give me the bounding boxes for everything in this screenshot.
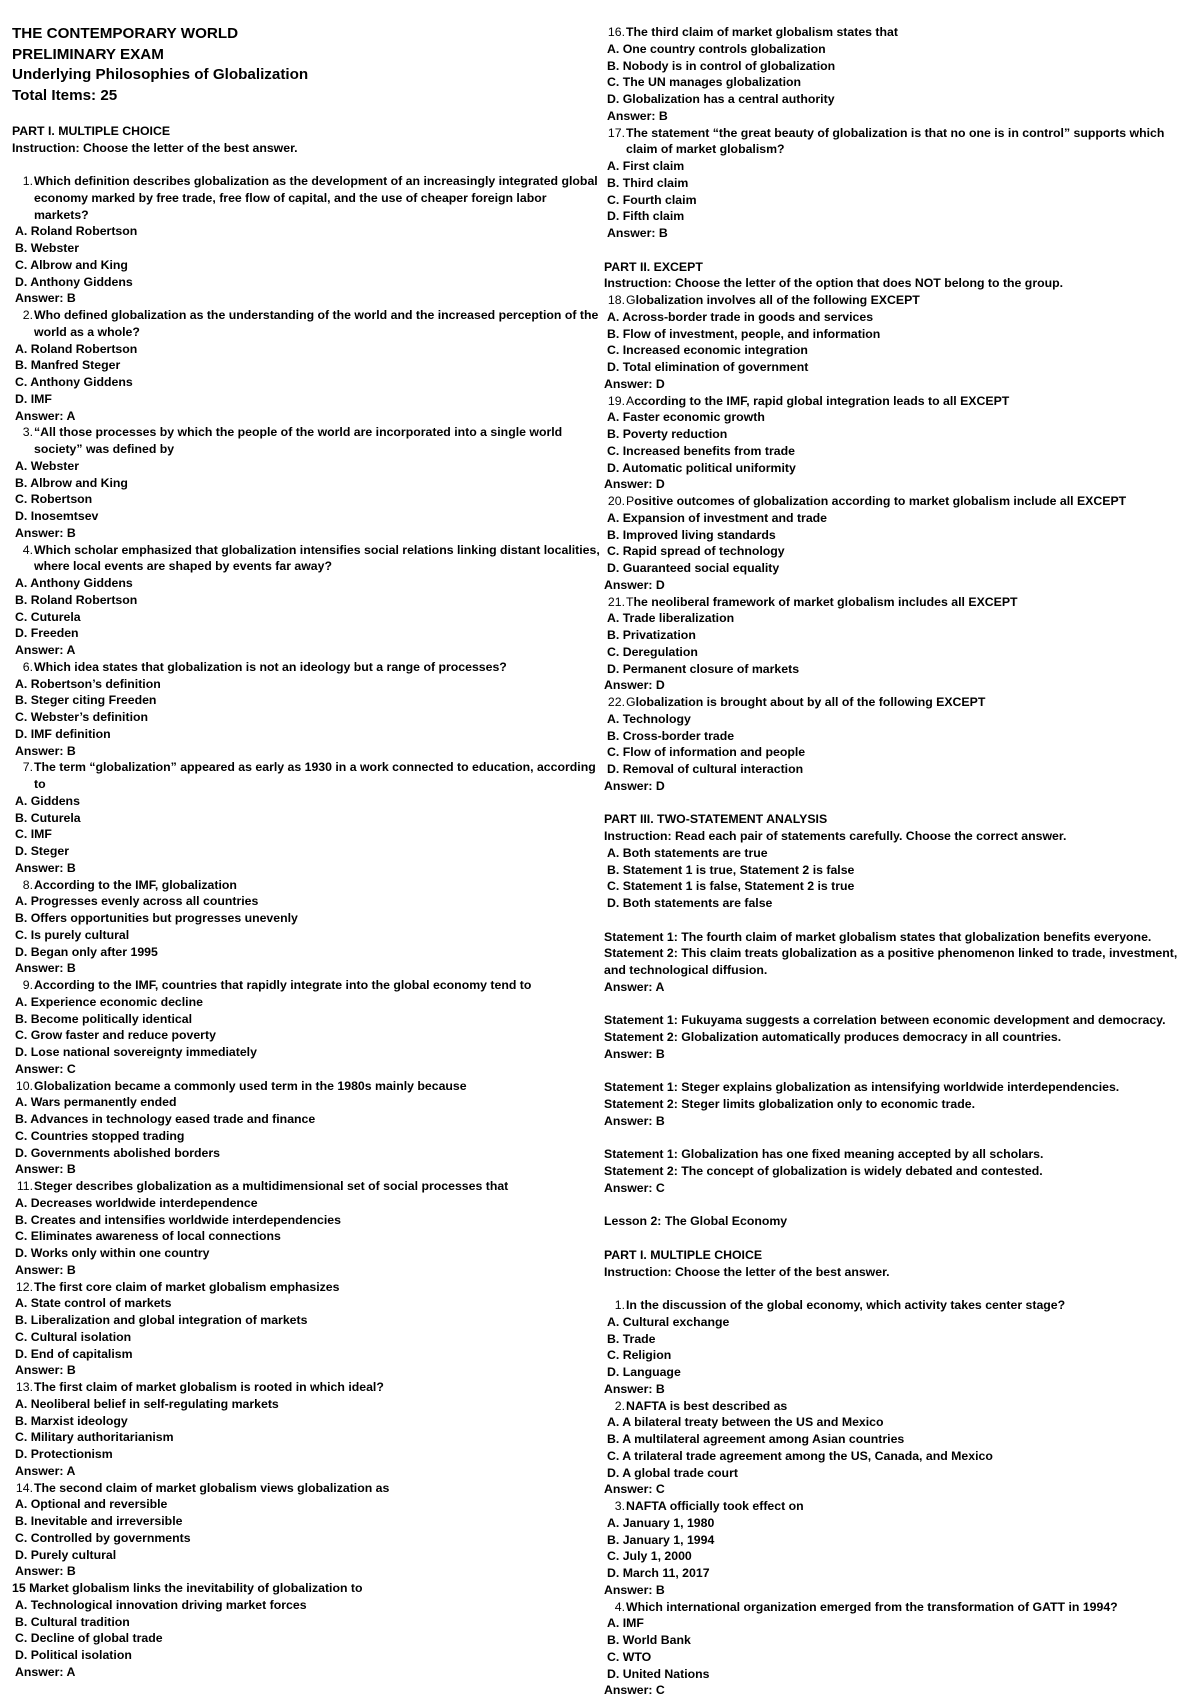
statement-1: Statement 1: Fukuyama suggests a correlation between economic development and democracy.	[604, 1012, 1196, 1029]
answer: Answer: A	[12, 1463, 602, 1480]
statement-1: Statement 1: The fourth claim of market globalism states that globalization benefits everyone.	[604, 929, 1196, 946]
option: C. Controlled by governments	[12, 1530, 602, 1547]
question-stem	[604, 1599, 1196, 1616]
option: D. March 11, 2017	[604, 1565, 1196, 1582]
part1-title: PART I. MULTIPLE CHOICE	[12, 123, 602, 140]
option: D. Guaranteed social equality	[604, 560, 1196, 577]
option: A. First claim	[604, 158, 1196, 175]
option: C. Robertson	[12, 491, 602, 508]
option: C. Cultural isolation	[12, 1329, 602, 1346]
answer: Answer: A	[12, 408, 602, 425]
option: A. Experience economic decline	[12, 994, 602, 1011]
statement-2: Statement 2: Steger limits globalization only to economic trade.	[604, 1096, 1196, 1113]
answer: Answer: B	[604, 1046, 1196, 1063]
option: B. Roland Robertson	[12, 592, 602, 609]
option: C. Is purely cultural	[12, 927, 602, 944]
question-number: 14.	[12, 1480, 34, 1497]
lesson2-question-list	[604, 1297, 1196, 1699]
question-lead-letter: G	[626, 695, 636, 709]
answer: Answer: B	[604, 108, 1196, 125]
question-lead-letter: T	[626, 595, 634, 609]
option: C. Increased benefits from trade	[604, 443, 1196, 460]
option: D. Language	[604, 1364, 1196, 1381]
spacer	[604, 912, 1196, 929]
answer: Answer: B	[604, 1113, 1196, 1130]
option: D. Globalization has a central authority	[604, 91, 1196, 108]
option: C. Flow of information and people	[604, 744, 1196, 761]
answer: Answer: C	[604, 1180, 1196, 1197]
topic-title: Underlying Philosophies of Globalization	[12, 65, 602, 86]
question-text	[626, 594, 1196, 611]
option: C. Deregulation	[604, 644, 1196, 661]
question-number: 7.	[12, 759, 34, 776]
option: D. Protectionism	[12, 1446, 602, 1463]
option: D. Removal of cultural interaction	[604, 761, 1196, 778]
question-number: 12.	[12, 1279, 34, 1296]
answer: Answer: D	[604, 677, 1196, 694]
question-number: 10.	[12, 1078, 34, 1095]
answer: Answer: B	[604, 1582, 1196, 1599]
question-stem	[12, 173, 602, 223]
option: B. Become politically identical	[12, 1011, 602, 1028]
option: C. Increased economic integration	[604, 342, 1196, 359]
question	[12, 659, 602, 760]
question-number: 3.	[604, 1498, 626, 1515]
option: D. Political isolation	[12, 1647, 602, 1664]
option: A. Neoliberal belief in self-regulating markets	[12, 1396, 602, 1413]
part3-statement-list	[604, 912, 1196, 1197]
option: A. Anthony Giddens	[12, 575, 602, 592]
question-stem	[12, 877, 602, 894]
option: C. Grow faster and reduce poverty	[12, 1027, 602, 1044]
lesson2-part-title: PART I. MULTIPLE CHOICE	[604, 1247, 1196, 1264]
option: C. Albrow and King	[12, 257, 602, 274]
question-number: 21.	[604, 594, 626, 611]
question-number: 2.	[604, 1398, 626, 1415]
option: A. Across-border trade in goods and services	[604, 309, 1196, 326]
question-stem	[12, 1480, 602, 1497]
question-lead-letter: G	[626, 293, 636, 307]
option: C. Eliminates awareness of local connections	[12, 1228, 602, 1245]
option: C. Religion	[604, 1347, 1196, 1364]
lesson2-title: Lesson 2: The Global Economy	[604, 1213, 1196, 1230]
question-stem	[12, 1178, 602, 1195]
question	[12, 173, 602, 307]
total-items: Total Items: 25	[12, 86, 602, 107]
answer: Answer: D	[604, 476, 1196, 493]
option: C. Fourth claim	[604, 192, 1196, 209]
answer: Answer: A	[12, 1664, 602, 1681]
question-number: 8.	[12, 877, 34, 894]
answer: Answer: B	[12, 1262, 602, 1279]
question-text: Who defined globalization as the understanding of the world and the increased perception of the world as a whole?	[34, 307, 602, 341]
question-text	[626, 493, 1196, 510]
answer: Answer: B	[12, 860, 602, 877]
question-stem	[604, 1498, 1196, 1515]
spacer	[604, 996, 1196, 1013]
option: B. Privatization	[604, 627, 1196, 644]
question-number: 13.	[12, 1379, 34, 1396]
part3-title: PART III. TWO-STATEMENT ANALYSIS	[604, 811, 1196, 828]
question-text: According to the IMF, countries that rapidly integrate into the global economy tend to	[34, 977, 602, 994]
question	[12, 1480, 602, 1581]
right-column	[604, 24, 1196, 1699]
option: A. Roland Robertson	[12, 341, 602, 358]
option: B. Offers opportunities but progresses unevenly	[12, 910, 602, 927]
option: C. Webster’s definition	[12, 709, 602, 726]
lesson2-instruction: Instruction: Choose the letter of the best answer.	[604, 1264, 1196, 1281]
option: D. End of capitalism	[12, 1346, 602, 1363]
option: D. Works only within one country	[12, 1245, 602, 1262]
question-stem	[604, 24, 1196, 41]
answer: Answer: B	[604, 225, 1196, 242]
question-stem	[12, 307, 602, 341]
question	[604, 125, 1196, 242]
option: A. Technology	[604, 711, 1196, 728]
option: B. Cross-border trade	[604, 728, 1196, 745]
question-number: 4.	[604, 1599, 626, 1616]
question-stem	[12, 1279, 602, 1296]
answer: Answer: B	[604, 1381, 1196, 1398]
question-text: Which international organization emerged from the transformation of GATT in 1994?	[626, 1599, 1196, 1616]
question-number: 17.	[604, 125, 626, 142]
question-text: The second claim of market globalism views globalization as	[34, 1480, 602, 1497]
option: D. Inosemtsev	[12, 508, 602, 525]
statement-2-continued: and technological diffusion.	[604, 962, 1196, 979]
course-title: THE CONTEMPORARY WORLD	[12, 24, 602, 45]
option: A. Webster	[12, 458, 602, 475]
option: D. Steger	[12, 843, 602, 860]
question-15	[12, 1580, 602, 1681]
answer: Answer: B	[12, 1362, 602, 1379]
option: B. Improved living standards	[604, 527, 1196, 544]
question-stem	[604, 594, 1196, 611]
option: A. Progresses evenly across all countries	[12, 893, 602, 910]
question-stem	[12, 1379, 602, 1396]
question-text-rest: ositive outcomes of globalization according to market globalism include all EXCEPT	[634, 494, 1126, 508]
answer: Answer: A	[604, 979, 1196, 996]
question-text-rest: lobalization is brought about by all of the following EXCEPT	[636, 695, 986, 709]
option: D. Freeden	[12, 625, 602, 642]
option: B. Advances in technology eased trade and finance	[12, 1111, 602, 1128]
option: B. Third claim	[604, 175, 1196, 192]
question-stem	[12, 424, 602, 458]
answer: Answer: B	[12, 743, 602, 760]
answer: Answer: C	[604, 1682, 1196, 1699]
choice: D. Both statements are false	[604, 895, 1196, 912]
option: C. Countries stopped trading	[12, 1128, 602, 1145]
question-text	[626, 694, 1196, 711]
question	[604, 694, 1196, 795]
question-text: According to the IMF, globalization	[34, 877, 602, 894]
statement-2: Statement 2: The concept of globalization is widely debated and contested.	[604, 1163, 1196, 1180]
part2-instruction: Instruction: Choose the letter of the option that does NOT belong to the group.	[604, 275, 1196, 292]
spacer	[604, 1063, 1196, 1080]
option: B. Cuturela	[12, 810, 602, 827]
option: C. Decline of global trade	[12, 1630, 602, 1647]
question	[604, 24, 1196, 125]
answer: Answer: B	[12, 525, 602, 542]
option: A. IMF	[604, 1615, 1196, 1632]
option: D. Began only after 1995	[12, 944, 602, 961]
option: C. WTO	[604, 1649, 1196, 1666]
option: A. Expansion of investment and trade	[604, 510, 1196, 527]
option: D. Fifth claim	[604, 208, 1196, 225]
question-text-rest: he neoliberal framework of market globalism includes all EXCEPT	[634, 595, 1018, 609]
option: D. Purely cultural	[12, 1547, 602, 1564]
question-text: Globalization became a commonly used term in the 1980s mainly because	[34, 1078, 602, 1095]
option: A. A bilateral treaty between the US and Mexico	[604, 1414, 1196, 1431]
question-text: Which idea states that globalization is not an ideology but a range of processes?	[34, 659, 602, 676]
question-number: 9.	[12, 977, 34, 994]
option: D. IMF	[12, 391, 602, 408]
question-number: 16.	[604, 24, 626, 41]
option: C. Military authoritarianism	[12, 1429, 602, 1446]
statement-2: Statement 2: This claim treats globalization as a positive phenomenon linked to trade, investment,	[604, 945, 1196, 962]
option: C. July 1, 2000	[604, 1548, 1196, 1565]
question-text: The statement “the great beauty of globalization is that no one is in control” supports which claim of market globalism?	[626, 125, 1196, 159]
question-text: Which scholar emphasized that globalization intensifies social relations linking distant localities, where local events are shaped by events far away?	[34, 542, 602, 576]
question-number: 3.	[12, 424, 34, 441]
option: A. Faster economic growth	[604, 409, 1196, 426]
option: A. Decreases worldwide interdependence	[12, 1195, 602, 1212]
statement-pair	[604, 1012, 1196, 1062]
option: B. Webster	[12, 240, 602, 257]
question-text: The third claim of market globalism states that	[626, 24, 1196, 41]
question	[604, 493, 1196, 594]
option: A. January 1, 1980	[604, 1515, 1196, 1532]
question-stem	[12, 1078, 602, 1095]
question-stem	[604, 292, 1196, 309]
option: B. Trade	[604, 1331, 1196, 1348]
statement-pair	[604, 929, 1196, 996]
option: D. Anthony Giddens	[12, 274, 602, 291]
question-stem	[604, 493, 1196, 510]
question-text: In the discussion of the global economy, which activity takes center stage?	[626, 1297, 1196, 1314]
question	[12, 977, 602, 1078]
option: C. A trilateral trade agreement among the US, Canada, and Mexico	[604, 1448, 1196, 1465]
question	[12, 759, 602, 876]
option: C. Cuturela	[12, 609, 602, 626]
option: B. A multilateral agreement among Asian countries	[604, 1431, 1196, 1448]
option: D. A global trade court	[604, 1465, 1196, 1482]
question-stem	[12, 977, 602, 994]
question	[604, 1498, 1196, 1599]
answer: Answer: D	[604, 577, 1196, 594]
part3-instruction: Instruction: Read each pair of statements carefully. Choose the correct answer.	[604, 828, 1196, 845]
part2-title: PART II. EXCEPT	[604, 259, 1196, 276]
option: A. State control of markets	[12, 1295, 602, 1312]
option: B. Inevitable and irreversible	[12, 1513, 602, 1530]
question	[12, 424, 602, 541]
question	[12, 877, 602, 978]
option: A. Robertson’s definition	[12, 676, 602, 693]
option: A. Giddens	[12, 793, 602, 810]
question	[12, 1078, 602, 1179]
question-text: NAFTA is best described as	[626, 1398, 1196, 1415]
question	[604, 594, 1196, 695]
option: B. Creates and intensifies worldwide interdependencies	[12, 1212, 602, 1229]
question	[12, 1279, 602, 1380]
question-lead-letter: P	[626, 494, 634, 508]
statement-2: Statement 2: Globalization automatically produces democracy in all countries.	[604, 1029, 1196, 1046]
option: C. The UN manages globalization	[604, 74, 1196, 91]
question	[12, 1178, 602, 1279]
option: D. Total elimination of government	[604, 359, 1196, 376]
question-number: 11.	[12, 1178, 34, 1195]
question-number: 6.	[12, 659, 34, 676]
option: A. Optional and reversible	[12, 1496, 602, 1513]
answer: Answer: B	[12, 1161, 602, 1178]
answer: Answer: B	[12, 290, 602, 307]
question-number: 20.	[604, 493, 626, 510]
statement-pair	[604, 1079, 1196, 1129]
option: C. IMF	[12, 826, 602, 843]
answer: Answer: C	[604, 1481, 1196, 1498]
choice: B. Statement 1 is true, Statement 2 is false	[604, 862, 1196, 879]
option: B. Liberalization and global integration of markets	[12, 1312, 602, 1329]
question-text-rest: ccording to the IMF, rapid global integration leads to all EXCEPT	[634, 394, 1009, 408]
question-text: “All those processes by which the people of the world are incorporated into a single world society” was defined by	[34, 424, 602, 458]
left-column	[12, 24, 602, 1681]
choice: C. Statement 1 is false, Statement 2 is true	[604, 878, 1196, 895]
option: A. One country controls globalization	[604, 41, 1196, 58]
option: A. Trade liberalization	[604, 610, 1196, 627]
option: D. Lose national sovereignty immediately	[12, 1044, 602, 1061]
exam-title: PRELIMINARY EXAM	[12, 45, 602, 66]
answer: Answer: C	[12, 1061, 602, 1078]
statement-pair	[604, 1146, 1196, 1196]
question-text: 15 Market globalism links the inevitability of globalization to	[12, 1580, 602, 1597]
answer: Answer: D	[604, 376, 1196, 393]
option: D. IMF definition	[12, 726, 602, 743]
question	[604, 393, 1196, 494]
option: B. Steger citing Freeden	[12, 692, 602, 709]
option: D. Governments abolished borders	[12, 1145, 602, 1162]
question-stem	[12, 659, 602, 676]
question-number: 4.	[12, 542, 34, 559]
option: B. January 1, 1994	[604, 1532, 1196, 1549]
option: A. Cultural exchange	[604, 1314, 1196, 1331]
option: B. Manfred Steger	[12, 357, 602, 374]
question-number: 18.	[604, 292, 626, 309]
question	[604, 1599, 1196, 1699]
question-lead-letter: A	[626, 394, 634, 408]
spacer	[604, 1130, 1196, 1147]
choice: A. Both statements are true	[604, 845, 1196, 862]
question-number: 19.	[604, 393, 626, 410]
answer: Answer: B	[12, 960, 602, 977]
part2-question-list	[604, 292, 1196, 795]
question-text-rest: lobalization involves all of the following EXCEPT	[636, 293, 920, 307]
question-stem	[604, 1398, 1196, 1415]
option: B. Nobody is in control of globalization	[604, 58, 1196, 75]
question-number: 22.	[604, 694, 626, 711]
part1-question-list	[12, 173, 602, 1580]
question-text: Which definition describes globalization as the development of an increasingly integrated global economy marked by free trade, free flow of capital, and the use of cheaper foreign labor markets?	[34, 173, 602, 223]
option: B. Poverty reduction	[604, 426, 1196, 443]
answer: Answer: A	[12, 642, 602, 659]
part1-question-list-continued	[604, 24, 1196, 242]
statement-1: Statement 1: Steger explains globalization as intensifying worldwide interdependencies.	[604, 1079, 1196, 1096]
question-text: Steger describes globalization as a multidimensional set of social processes that	[34, 1178, 602, 1195]
question-text: The first claim of market globalism is rooted in which ideal?	[34, 1379, 602, 1396]
question-stem	[604, 694, 1196, 711]
answer: Answer: B	[12, 1563, 602, 1580]
option: D. Permanent closure of markets	[604, 661, 1196, 678]
option: C. Rapid spread of technology	[604, 543, 1196, 560]
question-number: 1.	[604, 1297, 626, 1314]
question	[604, 292, 1196, 393]
option: D. Automatic political uniformity	[604, 460, 1196, 477]
question	[12, 1379, 602, 1480]
option: A. Wars permanently ended	[12, 1094, 602, 1111]
question-text: The first core claim of market globalism emphasizes	[34, 1279, 602, 1296]
question-text: NAFTA officially took effect on	[626, 1498, 1196, 1515]
question-stem	[604, 125, 1196, 159]
question	[604, 1398, 1196, 1499]
option: C. Anthony Giddens	[12, 374, 602, 391]
question-stem	[12, 542, 602, 576]
question-number: 1.	[12, 173, 34, 190]
question-number: 2.	[12, 307, 34, 324]
option: B. Albrow and King	[12, 475, 602, 492]
answer: Answer: D	[604, 778, 1196, 795]
option: A. Roland Robertson	[12, 223, 602, 240]
question-stem	[604, 393, 1196, 410]
question-text: The term “globalization” appeared as early as 1930 in a work connected to education, according to	[34, 759, 602, 793]
option: B. Cultural tradition	[12, 1614, 602, 1631]
option: B. Marxist ideology	[12, 1413, 602, 1430]
question	[12, 542, 602, 659]
option: B. World Bank	[604, 1632, 1196, 1649]
question-text	[626, 393, 1196, 410]
question-stem	[604, 1297, 1196, 1314]
statement-1: Statement 1: Globalization has one fixed meaning accepted by all scholars.	[604, 1146, 1196, 1163]
option: A. Technological innovation driving market forces	[12, 1597, 602, 1614]
question	[12, 307, 602, 424]
question-text	[626, 292, 1196, 309]
option: B. Flow of investment, people, and information	[604, 326, 1196, 343]
question	[604, 1297, 1196, 1398]
question-stem	[12, 759, 602, 793]
part1-instruction: Instruction: Choose the letter of the best answer.	[12, 140, 602, 157]
option: D. United Nations	[604, 1666, 1196, 1683]
